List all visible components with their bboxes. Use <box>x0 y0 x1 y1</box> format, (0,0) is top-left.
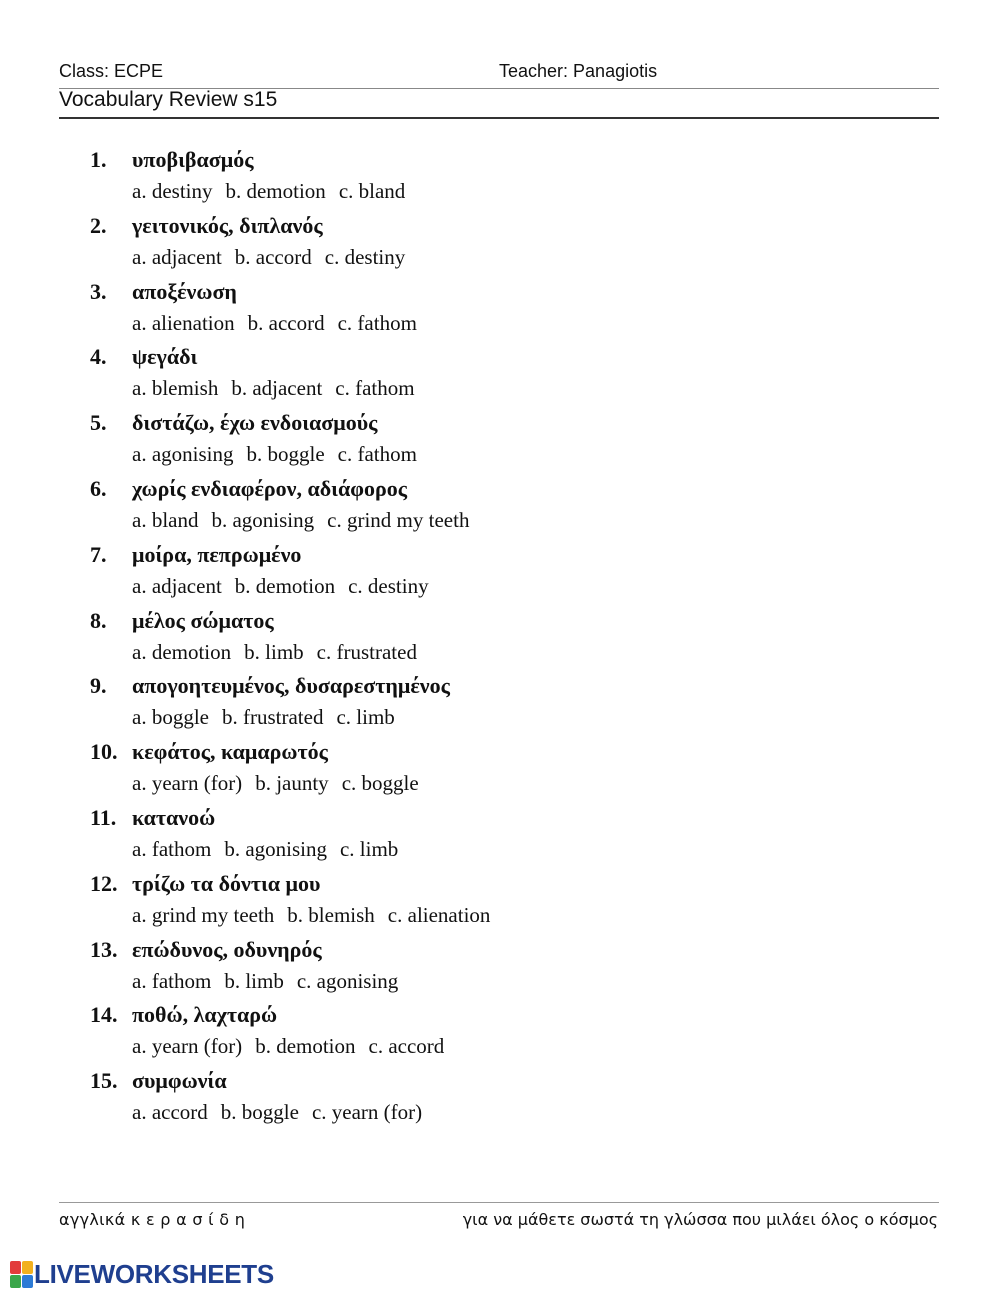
logo-tile <box>22 1275 33 1288</box>
question-item <box>90 867 910 933</box>
answer-options <box>90 176 910 208</box>
option-a[interactable]: a. fathom <box>132 968 212 993</box>
title-divider <box>59 117 939 119</box>
answer-options <box>90 373 910 405</box>
question-heading <box>90 406 910 439</box>
answer-options <box>90 1097 910 1129</box>
question-number: 12. <box>90 870 118 896</box>
option-b[interactable]: b. limb <box>224 968 284 993</box>
question-heading <box>90 735 910 768</box>
answer-options <box>90 768 910 800</box>
option-c[interactable]: c. fathom <box>335 376 415 401</box>
question-heading <box>90 275 910 308</box>
option-a[interactable]: a. yearn (for) <box>132 771 243 796</box>
option-b[interactable]: b. jaunty <box>255 771 329 796</box>
option-a[interactable]: a. blemish <box>132 376 219 401</box>
logo-tiles-icon <box>10 1261 32 1287</box>
option-a[interactable]: a. adjacent <box>132 244 222 269</box>
question-number: 8. <box>90 607 107 633</box>
option-b[interactable]: b. demotion <box>234 573 336 598</box>
logo-tile <box>22 1261 33 1274</box>
option-a[interactable]: a. bland <box>132 507 199 532</box>
question-item <box>90 340 910 406</box>
option-a[interactable]: a. fathom <box>132 836 212 861</box>
answer-options <box>90 637 910 669</box>
option-c[interactable]: c. bland <box>338 179 406 203</box>
question-prompt: υποβιβασμός <box>132 147 254 172</box>
option-a[interactable]: a. demotion <box>132 639 232 664</box>
option-b[interactable]: b. blemish <box>287 902 375 927</box>
option-c[interactable]: c. agonising <box>296 968 399 993</box>
question-heading <box>90 1064 910 1097</box>
question-prompt: μοίρα, πεπρωμένο <box>132 541 302 567</box>
question-item <box>90 143 910 209</box>
question-number: 15. <box>90 1068 118 1094</box>
answer-options <box>90 505 910 537</box>
question-prompt: γειτονικός, διπλανός <box>132 212 323 238</box>
question-prompt: συμφωνία <box>132 1068 227 1094</box>
question-item <box>90 998 910 1064</box>
question-item <box>90 472 910 538</box>
option-c[interactable]: c. limb <box>336 705 395 730</box>
answer-options <box>90 702 910 734</box>
question-item <box>90 538 910 604</box>
question-prompt: κατανοώ <box>132 804 216 830</box>
question-prompt: ποθώ, λαχταρώ <box>132 1002 278 1028</box>
liveworksheets-logo <box>10 1259 274 1289</box>
option-b[interactable]: b. limb <box>244 639 304 664</box>
option-a[interactable]: a. alienation <box>132 310 235 335</box>
answer-options <box>90 834 910 866</box>
worksheet-title: Vocabulary Review s15 <box>59 88 278 111</box>
footer-author: αγγλικά κ ε ρ α σ ί δ η <box>59 1210 246 1229</box>
option-c[interactable]: c. alienation <box>387 902 491 927</box>
question-item <box>90 801 910 867</box>
question-item <box>90 209 910 275</box>
option-c[interactable]: c. yearn (for) <box>311 1100 423 1125</box>
question-prompt: αποξένωση <box>132 278 237 304</box>
option-c[interactable]: c. fathom <box>337 442 417 467</box>
question-heading <box>90 604 910 637</box>
question-heading <box>90 143 910 176</box>
option-c[interactable]: c. destiny <box>348 573 429 598</box>
question-item <box>90 669 910 735</box>
option-b[interactable]: b. boggle <box>246 442 325 467</box>
option-b[interactable]: b. frustrated <box>221 705 324 730</box>
question-prompt: ψεγάδι <box>132 344 198 370</box>
question-number: 4. <box>90 344 107 370</box>
option-b[interactable]: b. accord <box>234 244 312 269</box>
question-heading <box>90 998 910 1031</box>
question-number: 13. <box>90 936 118 962</box>
question-prompt: διστάζω, έχω ενδοιασμούς <box>132 410 378 436</box>
question-number: 14. <box>90 1002 118 1028</box>
option-b[interactable]: b. demotion <box>255 1034 356 1059</box>
footer-slogan: για να μάθετε σωστά τη γλώσσα που μιλάει όλος ο κόσμος <box>462 1210 938 1229</box>
answer-options <box>90 571 910 603</box>
logo-tile <box>10 1261 21 1274</box>
answer-options <box>90 1031 910 1063</box>
option-b[interactable]: b. agonising <box>224 836 327 861</box>
option-b[interactable]: b. accord <box>247 310 325 335</box>
question-item <box>90 275 910 341</box>
question-item <box>90 933 910 999</box>
question-number: 7. <box>90 541 107 567</box>
option-c[interactable]: c. fathom <box>337 310 417 335</box>
question-heading <box>90 669 910 702</box>
option-a[interactable]: a. accord <box>132 1100 208 1125</box>
class-label: Class: ECPE <box>59 61 164 81</box>
option-c[interactable]: c. grind my teeth <box>327 507 470 532</box>
question-heading <box>90 801 910 834</box>
answer-options <box>90 900 910 932</box>
option-c[interactable]: c. boggle <box>341 771 419 796</box>
question-number: 9. <box>90 673 107 699</box>
option-b[interactable]: b. boggle <box>220 1100 299 1125</box>
option-b[interactable]: b. demotion <box>225 179 326 203</box>
question-item <box>90 1064 910 1130</box>
option-a[interactable]: a. agonising <box>132 442 234 467</box>
question-item <box>90 406 910 472</box>
question-number: 3. <box>90 278 107 304</box>
option-a[interactable]: a. adjacent <box>132 573 222 598</box>
answer-options <box>90 242 910 274</box>
question-heading <box>90 472 910 505</box>
question-item <box>90 604 910 670</box>
question-prompt: επώδυνος, οδυνηρός <box>132 936 322 962</box>
option-b[interactable]: b. adjacent <box>231 376 323 401</box>
question-prompt: τρίζω τα δόντια μου <box>132 870 321 896</box>
question-item <box>90 735 910 801</box>
option-a[interactable]: a. grind my teeth <box>132 902 275 927</box>
option-c[interactable]: c. accord <box>368 1034 445 1059</box>
option-c[interactable]: c. destiny <box>324 244 406 269</box>
question-prompt: κεφάτος, καμαρωτός <box>132 739 328 765</box>
logo-tile <box>10 1275 21 1288</box>
question-number: 6. <box>90 475 107 501</box>
option-c[interactable]: c. frustrated <box>316 639 417 664</box>
question-prompt: απογοητευμένος, δυσαρεστημένος <box>132 673 450 699</box>
question-number: 1. <box>90 147 107 172</box>
option-a[interactable]: a. destiny <box>132 179 213 203</box>
question-number: 10. <box>90 739 118 765</box>
footer-divider <box>59 1202 939 1203</box>
answer-options <box>90 966 910 998</box>
question-list <box>90 143 910 1130</box>
option-c[interactable]: c. limb <box>339 836 399 861</box>
option-b[interactable]: b. agonising <box>211 507 315 532</box>
question-heading <box>90 209 910 242</box>
question-heading <box>90 538 910 571</box>
question-number: 2. <box>90 212 107 238</box>
question-heading <box>90 933 910 966</box>
option-a[interactable]: a. boggle <box>132 705 209 730</box>
teacher-label: Teacher: Panagiotis <box>499 61 658 81</box>
answer-options <box>90 308 910 340</box>
question-number: 5. <box>90 410 107 436</box>
question-heading <box>90 340 910 373</box>
option-a[interactable]: a. yearn (for) <box>132 1034 243 1059</box>
question-number: 11. <box>90 804 117 830</box>
question-prompt: μέλος σώματος <box>132 607 274 633</box>
logo-text: LIVEWORKSHEETS <box>34 1258 274 1289</box>
answer-options <box>90 439 910 471</box>
question-heading <box>90 867 910 900</box>
question-prompt: χωρίς ενδιαφέρον, αδιάφορος <box>132 475 408 501</box>
